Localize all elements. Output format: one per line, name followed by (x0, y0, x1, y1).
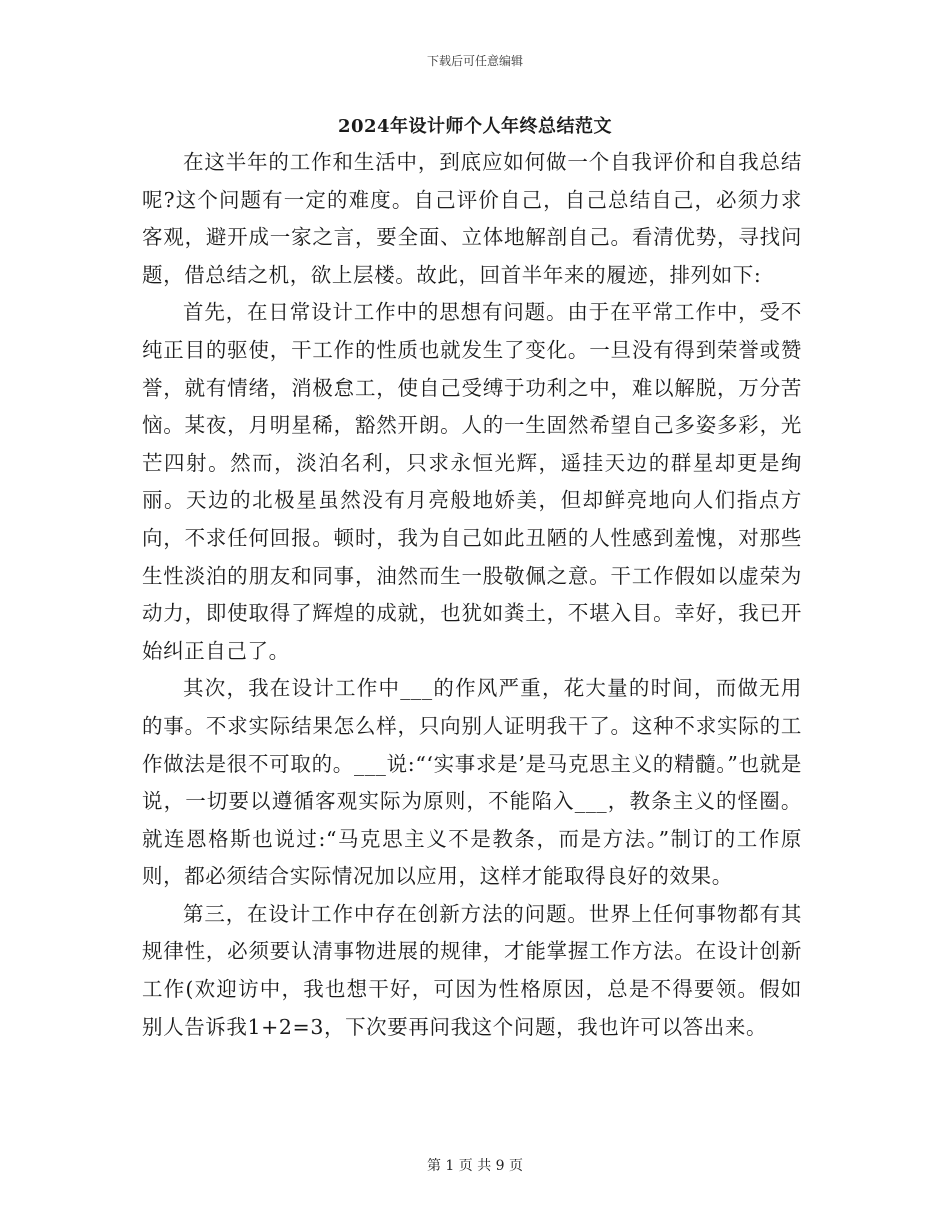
paragraph-second-point: 其次，我在设计工作中___的作风严重，花大量的时间，而做无用的事。不求实际结果怎么样，只向别人证明我干了。这种不求实际的工作做法是很不可取的。___说:“‘实事求是’是马克思主义的精髓。”也就是说，一切要以遵循客观实际为原则，不能陷入___，教条主义的怪圈。就连恩格斯也说过:“马克思主义不是教条，而是方法。”制订的工作原则，都必须结合实际情况加以应用，这样才能取得良好的效果。 (142, 676, 802, 889)
paragraph-third-point: 第三，在设计工作中存在创新方法的问题。世界上任何事物都有其规律性，必须要认清事物进展的规律，才能掌握工作方法。在设计创新工作(欢迎访中，我也想干好，可因为性格原因，总是不得要领。假如别人告诉我1+2=3，下次要再问我这个问题，我也许可以答出来。 (142, 901, 802, 1039)
header-note: 下载后可任意编辑 (426, 54, 523, 68)
page-number: 第 1 页 共 9 页 (426, 1158, 524, 1174)
paragraph-intro: 在这半年的工作和生活中，到底应如何做一个自我评价和自我总结呢?这个问题有一定的难度。自己评价自己，自己总结自己，必须力求客观，避开成一家之言，要全面、立体地解剖自己。看清优势，寻找问题，借总结之机，欲上层楼。故此，回首半年来的履迹，排列如下: (142, 150, 802, 287)
paragraph-first-point: 首先，在日常设计工作中的思想有问题。由于在平常工作中，受不纯正目的驱使，干工作的性质也就发生了变化。一旦没有得到荣誉或赞誉，就有情绪，消极怠工，使自己受缚于功利之中，难以解脱，万分苦恼。某夜，月明星稀，豁然开朗。人的一生固然希望自己多姿多彩，光芒四射。然而，淡泊名利，只求永恒光辉，遥挂天边的群星却更是绚丽。天边的北极星虽然没有月亮般地娇美，但却鲜亮地向人们指点方向，不求任何回报。顿时，我为自己如此丑陋的人性感到羞愧，对那些生性淡泊的朋友和同事，油然而生一股敬佩之意。干工作假如以虚荣为动力，即使取得了辉煌的成就，也犹如粪土，不堪入目。幸好，我已开始纠正自己了。 (142, 300, 802, 663)
document-body (142, 144, 802, 1046)
document-title: 2024年设计师个人年终总结范文 (337, 116, 613, 137)
